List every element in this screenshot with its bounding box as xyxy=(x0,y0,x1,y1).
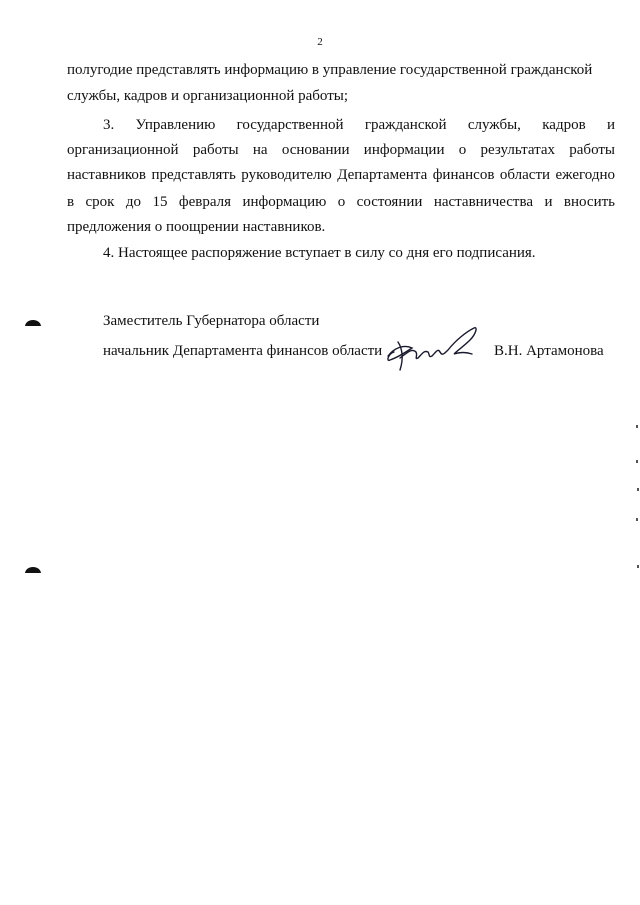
paragraph-line: 3. Управлению государственной гражданской службы, кадров и xyxy=(103,117,615,133)
signatory-department: начальник Департамента финансов области xyxy=(103,343,383,359)
paragraph-line: 4. Настоящее распоряжение вступает в силу со дня его подписания. xyxy=(103,245,536,261)
scan-speck xyxy=(636,518,638,521)
paragraph-line: организационной работы на основании информации о результатах работы xyxy=(67,142,615,158)
signatory-name: В.Н. Артамонова xyxy=(494,343,604,359)
punch-hole-mark-icon xyxy=(24,315,42,327)
scan-speck xyxy=(637,488,639,491)
scan-speck xyxy=(636,460,638,463)
paragraph-line: предложения о поощрении наставников. xyxy=(67,219,326,235)
punch-hole-mark-icon xyxy=(24,562,42,574)
paragraph-line: в срок до 15 февраля информацию о состоянии наставничества и вносить xyxy=(67,194,615,210)
paragraph-line: службы, кадров и организационной работы; xyxy=(67,88,349,104)
scan-speck xyxy=(637,565,639,568)
paragraph-line: полугодие представлять информацию в управление государственной гражданской xyxy=(67,62,593,78)
paragraph-line: наставников представлять руководителю Департамента финансов области ежегодно xyxy=(67,167,615,183)
scan-speck xyxy=(636,425,638,428)
signatory-position: Заместитель Губернатора области xyxy=(103,313,320,329)
handwritten-signature-icon xyxy=(382,318,482,378)
page-number: 2 xyxy=(317,36,323,48)
